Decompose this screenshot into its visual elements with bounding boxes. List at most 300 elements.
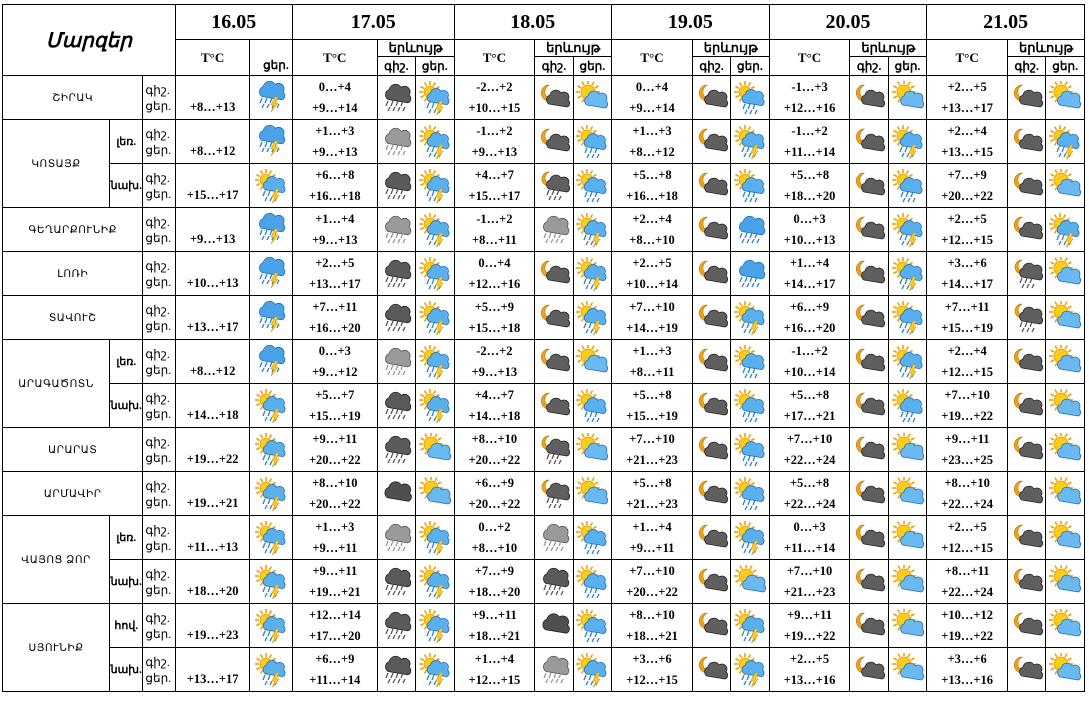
cloud-rain-light-icon bbox=[377, 120, 415, 164]
temperature-cell bbox=[927, 472, 1008, 516]
temperature-header: T°C bbox=[927, 40, 1008, 76]
temperature-cell bbox=[769, 120, 850, 164]
day-temperature: +20…+22 bbox=[468, 452, 521, 467]
day-temperature: +20…+22 bbox=[308, 496, 361, 511]
table-row bbox=[3, 164, 1085, 208]
temperature-cell bbox=[927, 384, 1008, 428]
moon-cloud-icon bbox=[692, 516, 730, 560]
sun-cloud-thunder-icon bbox=[888, 340, 926, 384]
day-temperature: +15…+18 bbox=[468, 320, 521, 335]
night-day-labels bbox=[143, 560, 175, 604]
temperature-cell bbox=[175, 296, 250, 340]
sun-cloud-icon bbox=[416, 472, 454, 516]
day-temperature: +15…+17 bbox=[468, 188, 521, 203]
temperature-cell bbox=[454, 120, 535, 164]
day-temperature: +11…+13 bbox=[187, 540, 239, 554]
temperature-cell bbox=[612, 516, 693, 560]
cloud-rain-icon bbox=[377, 560, 415, 604]
moon-cloud-icon bbox=[535, 296, 573, 340]
temperature-cell bbox=[292, 120, 377, 164]
day-temperature: +14…+18 bbox=[186, 408, 239, 422]
temperature-cell bbox=[927, 296, 1008, 340]
phenomenon-header: երևույթ bbox=[535, 40, 612, 57]
day-temperature: +13…+17 bbox=[186, 672, 239, 686]
moon-cloud-icon bbox=[1008, 648, 1046, 692]
sun-cloud-icon bbox=[1046, 560, 1085, 604]
night-label: գիշ. bbox=[1008, 57, 1046, 76]
region-name: ԼՈՌԻ bbox=[3, 252, 143, 296]
day-temperature: +22…+24 bbox=[941, 584, 994, 599]
sun-cloud-icon bbox=[1046, 76, 1085, 120]
regions-header: Մարզեր bbox=[3, 5, 176, 76]
phenomenon-header: երևույթ bbox=[850, 40, 927, 57]
night-temperature: +7…+10 bbox=[629, 431, 675, 446]
day-temperature: +8…+11 bbox=[472, 232, 517, 247]
temperature-cell bbox=[612, 604, 693, 648]
moon-cloud-rain-icon bbox=[1008, 296, 1046, 340]
moon-cloud-icon bbox=[1008, 76, 1046, 120]
night-temperature: +1…+3 bbox=[632, 123, 672, 138]
moon-cloud-icon bbox=[850, 604, 888, 648]
moon-cloud-icon bbox=[692, 252, 730, 296]
night-temperature: +8…+10 bbox=[629, 607, 675, 622]
moon-cloud-icon bbox=[692, 648, 730, 692]
table-row bbox=[3, 560, 1085, 604]
moon-cloud-icon bbox=[850, 384, 888, 428]
night-day-labels bbox=[143, 428, 175, 472]
night-temperature: -2…+2 bbox=[476, 79, 513, 94]
night-temperature: 0…+2 bbox=[478, 519, 511, 534]
day-temperature: +8…+12 bbox=[629, 144, 675, 159]
moon-cloud-icon bbox=[850, 120, 888, 164]
subregion-label: նախ. bbox=[110, 384, 143, 428]
temperature-cell bbox=[927, 208, 1008, 252]
cloud-rain-icon bbox=[377, 164, 415, 208]
forecast-table bbox=[2, 4, 1085, 692]
moon-cloud-rain-icon bbox=[1008, 252, 1046, 296]
day-temperature: +12…+15 bbox=[626, 672, 678, 687]
night-temperature: +5…+8 bbox=[789, 387, 830, 402]
sun-cloud-thunder-icon bbox=[250, 560, 292, 604]
table-row bbox=[3, 340, 1085, 384]
night-temperature: +7…+11 bbox=[312, 299, 358, 314]
temperature-cell bbox=[175, 164, 250, 208]
night-label: գիշ. bbox=[535, 57, 573, 76]
temperature-cell bbox=[454, 340, 535, 384]
moon-cloud-icon bbox=[850, 560, 888, 604]
temperature-cell bbox=[292, 384, 377, 428]
sun-cloud-thunder-icon bbox=[250, 164, 292, 208]
sun-cloud-icon bbox=[1046, 164, 1085, 208]
temperature-cell bbox=[454, 384, 535, 428]
sun-cloud-thunder-icon bbox=[250, 472, 292, 516]
sun-cloud-thunder-icon bbox=[731, 296, 769, 340]
sun-cloud-icon bbox=[416, 428, 454, 472]
night-label: գիշ. bbox=[145, 654, 170, 669]
night-temperature: +2…+5 bbox=[789, 651, 830, 666]
moon-cloud-icon bbox=[850, 516, 888, 560]
night-temperature: -1…+2 bbox=[791, 343, 828, 358]
cloud-rain-icon bbox=[535, 560, 573, 604]
date-header: 20.05 bbox=[769, 5, 927, 40]
day-temperature: +21…+23 bbox=[626, 496, 678, 511]
sun-cloud-rain-icon bbox=[573, 604, 611, 648]
moon-cloud-icon bbox=[1008, 120, 1046, 164]
night-temperature: +9…+11 bbox=[944, 431, 990, 446]
temperature-cell bbox=[769, 164, 850, 208]
sun-cloud-thunder-icon bbox=[416, 384, 454, 428]
date-header: 16.05 bbox=[175, 5, 292, 40]
day-label: ցեր. bbox=[145, 142, 172, 157]
day-label: ցեր. bbox=[145, 626, 172, 641]
table-row bbox=[3, 384, 1085, 428]
day-temperature: +13…+15 bbox=[941, 144, 994, 159]
day-temperature: +13…+17 bbox=[308, 276, 361, 291]
sun-cloud-icon bbox=[888, 604, 926, 648]
subregion-label: նախ. bbox=[110, 164, 143, 208]
temperature-cell bbox=[927, 604, 1008, 648]
night-day-labels bbox=[143, 120, 175, 164]
sun-cloud-thunder-icon bbox=[573, 208, 611, 252]
night-temperature: +6…+8 bbox=[315, 167, 355, 182]
day-temperature: +20…+22 bbox=[626, 584, 678, 599]
night-day-labels bbox=[143, 340, 175, 384]
temperature-cell bbox=[454, 208, 535, 252]
night-temperature: 0…+4 bbox=[318, 79, 351, 94]
cloud-rain-light-icon bbox=[535, 208, 573, 252]
temperature-cell bbox=[769, 516, 850, 560]
table-row bbox=[3, 208, 1085, 252]
night-temperature: +7…+10 bbox=[629, 299, 675, 314]
day-temperature: +19…+22 bbox=[941, 408, 994, 423]
sun-cloud-thunder-icon bbox=[888, 252, 926, 296]
day-temperature: +9…+11 bbox=[312, 540, 358, 555]
day-temperature: +18…+20 bbox=[468, 584, 521, 599]
night-temperature: +4…+7 bbox=[474, 387, 515, 402]
temperature-cell bbox=[454, 472, 535, 516]
table-row bbox=[3, 120, 1085, 164]
sun-cloud-thunder-icon bbox=[416, 76, 454, 120]
phenomenon-header: երևույթ bbox=[377, 40, 454, 57]
night-temperature: +3…+6 bbox=[947, 255, 987, 270]
night-temperature: +7…+11 bbox=[944, 299, 990, 314]
sun-cloud-thunder-icon bbox=[416, 604, 454, 648]
night-temperature: +4…+7 bbox=[474, 167, 515, 182]
day-temperature: +11…+14 bbox=[309, 672, 361, 687]
moon-cloud-icon bbox=[850, 648, 888, 692]
night-day-labels bbox=[143, 76, 175, 120]
temperature-cell bbox=[769, 604, 850, 648]
night-label: գիշ. bbox=[145, 610, 170, 625]
night-temperature: +5…+8 bbox=[789, 475, 830, 490]
day-temperature: +12…+16 bbox=[468, 276, 521, 291]
night-temperature: +1…+4 bbox=[315, 211, 355, 226]
temperature-cell bbox=[612, 296, 693, 340]
day-temperature: +10…+13 bbox=[186, 276, 239, 290]
moon-cloud-icon bbox=[692, 604, 730, 648]
temperature-cell bbox=[612, 164, 693, 208]
cloud-dark-icon bbox=[535, 604, 573, 648]
night-temperature: +9…+11 bbox=[472, 607, 517, 622]
day-temperature: +17…+20 bbox=[308, 628, 361, 643]
sun-cloud-icon bbox=[573, 340, 611, 384]
sun-cloud-icon bbox=[888, 516, 926, 560]
night-temperature: +2…+4 bbox=[947, 123, 987, 138]
temperature-cell bbox=[454, 252, 535, 296]
moon-cloud-icon bbox=[1008, 472, 1046, 516]
sun-cloud-thunder-icon bbox=[573, 252, 611, 296]
day-label: ցեր. bbox=[250, 57, 292, 76]
sun-cloud-icon bbox=[573, 428, 611, 472]
sun-cloud-thunder-icon bbox=[250, 384, 292, 428]
sun-cloud-icon bbox=[573, 76, 611, 120]
day-temperature: +11…+14 bbox=[784, 540, 836, 555]
temperature-cell bbox=[292, 252, 377, 296]
sun-cloud-thunder-icon bbox=[888, 296, 926, 340]
day-temperature: +18…+21 bbox=[468, 628, 521, 643]
moon-cloud-icon bbox=[535, 252, 573, 296]
day-temperature: +13…+17 bbox=[941, 100, 994, 115]
table-row bbox=[3, 296, 1085, 340]
night-temperature: +2…+4 bbox=[632, 211, 672, 226]
night-label: գիշ. bbox=[145, 82, 170, 97]
cloud-rain-blue-icon bbox=[731, 208, 769, 252]
moon-cloud-icon bbox=[692, 208, 730, 252]
day-temperature: +9…+13 bbox=[312, 232, 358, 247]
temperature-cell bbox=[292, 516, 377, 560]
sun-cloud-icon bbox=[1046, 648, 1085, 692]
night-temperature: 0…+4 bbox=[478, 255, 511, 270]
subregion-label: հով. bbox=[110, 604, 143, 648]
cloud-rain-icon bbox=[377, 296, 415, 340]
night-temperature: +10…+12 bbox=[941, 607, 994, 622]
night-label: գիշ. bbox=[145, 522, 170, 537]
cloud-rain-icon bbox=[377, 604, 415, 648]
temperature-cell bbox=[454, 604, 535, 648]
temperature-cell bbox=[454, 76, 535, 120]
temperature-cell bbox=[292, 296, 377, 340]
temperature-cell bbox=[612, 120, 693, 164]
night-temperature: +7…+10 bbox=[629, 563, 675, 578]
moon-cloud-icon bbox=[1008, 164, 1046, 208]
day-temperature: +9…+13 bbox=[312, 144, 358, 159]
sun-cloud-thunder-icon bbox=[573, 648, 611, 692]
sun-cloud-rain-icon bbox=[573, 120, 611, 164]
day-temperature: +23…+25 bbox=[941, 452, 994, 467]
day-temperature: +19…+21 bbox=[308, 584, 361, 599]
day-temperature: +12…+15 bbox=[941, 540, 994, 555]
table-row bbox=[3, 604, 1085, 648]
night-temperature: +1…+4 bbox=[632, 519, 672, 534]
temperature-cell bbox=[454, 164, 535, 208]
temperature-cell bbox=[454, 560, 535, 604]
moon-cloud-rain-icon bbox=[535, 164, 573, 208]
moon-cloud-icon bbox=[692, 428, 730, 472]
moon-cloud-icon bbox=[850, 76, 888, 120]
temperature-cell bbox=[927, 428, 1008, 472]
sun-cloud-icon bbox=[888, 648, 926, 692]
temperature-cell bbox=[612, 428, 693, 472]
sun-cloud-thunder-icon bbox=[416, 120, 454, 164]
day-temperature: +21…+23 bbox=[626, 452, 678, 467]
night-label: գիշ. bbox=[145, 170, 170, 185]
day-label: ցեր. bbox=[145, 274, 172, 289]
rain-thunder-icon bbox=[250, 120, 292, 164]
day-temperature: +10…+15 bbox=[468, 100, 521, 115]
day-label: ցեր. bbox=[888, 57, 926, 76]
moon-cloud-icon bbox=[535, 340, 573, 384]
cloud-rain-light-icon bbox=[535, 648, 573, 692]
day-temperature: +14…+17 bbox=[941, 276, 994, 291]
night-label: գիշ. bbox=[145, 390, 170, 405]
moon-cloud-rain-icon bbox=[535, 428, 573, 472]
moon-cloud-icon bbox=[850, 428, 888, 472]
sun-cloud-thunder-icon bbox=[416, 164, 454, 208]
night-temperature: +5…+8 bbox=[789, 167, 830, 182]
day-label: ցեր. bbox=[145, 98, 172, 113]
cloud-rain-icon bbox=[377, 252, 415, 296]
temperature-cell bbox=[454, 648, 535, 692]
moon-cloud-icon bbox=[850, 208, 888, 252]
temperature-cell bbox=[927, 648, 1008, 692]
day-temperature: +12…+15 bbox=[468, 672, 521, 687]
day-label: ցեր. bbox=[145, 318, 172, 333]
night-temperature: +5…+8 bbox=[632, 387, 672, 402]
night-temperature: +7…+9 bbox=[474, 563, 515, 578]
sun-cloud-thunder-icon bbox=[250, 648, 292, 692]
temperature-cell bbox=[769, 472, 850, 516]
region-name: ՇԻՐԱԿ bbox=[3, 76, 143, 120]
night-label: գիշ. bbox=[145, 302, 170, 317]
day-temperature: +10…+13 bbox=[783, 232, 836, 247]
region-name: ԱՐԱԳԱԾՈՏՆ bbox=[3, 340, 110, 428]
night-temperature: +8…+10 bbox=[312, 475, 358, 490]
sun-cloud-rain-icon bbox=[888, 164, 926, 208]
day-temperature: +20…+22 bbox=[468, 496, 521, 511]
day-temperature: +17…+21 bbox=[783, 408, 836, 423]
day-label: ցեր. bbox=[145, 186, 172, 201]
sun-cloud-rain-icon bbox=[731, 472, 769, 516]
day-temperature: +8…+12 bbox=[189, 144, 236, 158]
night-label: գիշ. bbox=[692, 57, 730, 76]
subregion-label: նախ. bbox=[110, 560, 143, 604]
sun-cloud-thunder-icon bbox=[731, 648, 769, 692]
sun-cloud-thunder-icon bbox=[416, 252, 454, 296]
temperature-cell bbox=[769, 340, 850, 384]
region-name: ԿՈՏԱՅՔ bbox=[3, 120, 110, 208]
temperature-cell bbox=[175, 604, 250, 648]
sun-cloud-thunder-icon bbox=[416, 648, 454, 692]
temperature-cell bbox=[292, 560, 377, 604]
day-temperature: +12…+16 bbox=[783, 100, 836, 115]
temperature-cell bbox=[292, 340, 377, 384]
night-temperature: +9…+11 bbox=[312, 563, 358, 578]
night-day-labels bbox=[143, 208, 175, 252]
sun-cloud-icon bbox=[1046, 296, 1085, 340]
sun-cloud-thunder-icon bbox=[1046, 120, 1085, 164]
sun-cloud-icon bbox=[1046, 384, 1085, 428]
day-temperature: +8…+13 bbox=[189, 100, 236, 114]
day-temperature: +16…+20 bbox=[308, 320, 361, 335]
region-name: ՎԱՅՈՑ ՁՈՐ bbox=[3, 516, 110, 604]
night-temperature: +8…+10 bbox=[471, 431, 518, 446]
night-label: գիշ. bbox=[145, 258, 170, 273]
temperature-cell bbox=[769, 648, 850, 692]
region-name: ԳԵՂԱՐՔՈՒՆԻՔ bbox=[3, 208, 143, 252]
temperature-cell bbox=[769, 252, 850, 296]
temperature-cell bbox=[175, 384, 250, 428]
day-temperature: +14…+18 bbox=[468, 408, 521, 423]
sun-cloud-icon bbox=[888, 428, 926, 472]
temperature-cell bbox=[927, 516, 1008, 560]
moon-cloud-icon bbox=[1008, 560, 1046, 604]
temperature-cell bbox=[454, 428, 535, 472]
day-temperature: +13…+17 bbox=[186, 320, 239, 334]
day-temperature: +19…+22 bbox=[941, 628, 994, 643]
moon-cloud-icon bbox=[1008, 384, 1046, 428]
night-temperature: +1…+3 bbox=[315, 519, 355, 534]
sun-cloud-icon bbox=[1046, 428, 1085, 472]
night-temperature: +8…+10 bbox=[944, 475, 990, 490]
temperature-cell bbox=[292, 76, 377, 120]
sun-cloud-icon bbox=[888, 560, 926, 604]
temperature-cell bbox=[612, 560, 693, 604]
temperature-cell bbox=[927, 164, 1008, 208]
table-row bbox=[3, 76, 1085, 120]
temperature-cell bbox=[769, 384, 850, 428]
temperature-cell bbox=[612, 208, 693, 252]
sun-cloud-thunder-icon bbox=[731, 516, 769, 560]
rain-thunder-icon bbox=[250, 208, 292, 252]
day-temperature: +19…+22 bbox=[186, 452, 239, 466]
night-day-labels bbox=[143, 604, 175, 648]
night-temperature: +6…+9 bbox=[789, 299, 830, 314]
sun-cloud-icon bbox=[1046, 604, 1085, 648]
sun-cloud-thunder-icon bbox=[250, 604, 292, 648]
day-temperature: +15…+19 bbox=[941, 320, 994, 335]
moon-cloud-icon bbox=[692, 120, 730, 164]
night-temperature: 0…+3 bbox=[793, 519, 826, 534]
temperature-cell bbox=[612, 340, 693, 384]
night-day-labels bbox=[143, 252, 175, 296]
sun-cloud-rain-icon bbox=[573, 384, 611, 428]
temperature-header: T°C bbox=[454, 40, 535, 76]
sun-cloud-thunder-icon bbox=[416, 296, 454, 340]
day-temperature: +19…+22 bbox=[783, 628, 836, 643]
temperature-cell bbox=[769, 208, 850, 252]
day-temperature: +9…+11 bbox=[629, 540, 675, 555]
night-temperature: -1…+2 bbox=[476, 211, 513, 226]
night-temperature: +1…+3 bbox=[315, 123, 355, 138]
temperature-header: T°C bbox=[175, 40, 250, 76]
day-temperature: +8…+12 bbox=[189, 364, 236, 378]
table-row bbox=[3, 472, 1085, 516]
night-temperature: +2…+4 bbox=[947, 343, 987, 358]
temperature-cell bbox=[769, 428, 850, 472]
night-temperature: +9…+11 bbox=[787, 607, 832, 622]
day-temperature: +12…+15 bbox=[941, 232, 994, 247]
region-name: ԱՐԱՐԱՏ bbox=[3, 428, 143, 472]
day-temperature: +20…+22 bbox=[308, 452, 361, 467]
moon-cloud-icon bbox=[692, 384, 730, 428]
day-temperature: +9…+14 bbox=[312, 100, 358, 115]
day-temperature: +15…+19 bbox=[626, 408, 678, 423]
cloud-rain-light-icon bbox=[377, 208, 415, 252]
night-temperature: 0…+3 bbox=[793, 211, 826, 226]
temperature-cell bbox=[292, 648, 377, 692]
phenomenon-header: երևույթ bbox=[1008, 40, 1085, 57]
day-temperature: +13…+16 bbox=[941, 672, 994, 687]
